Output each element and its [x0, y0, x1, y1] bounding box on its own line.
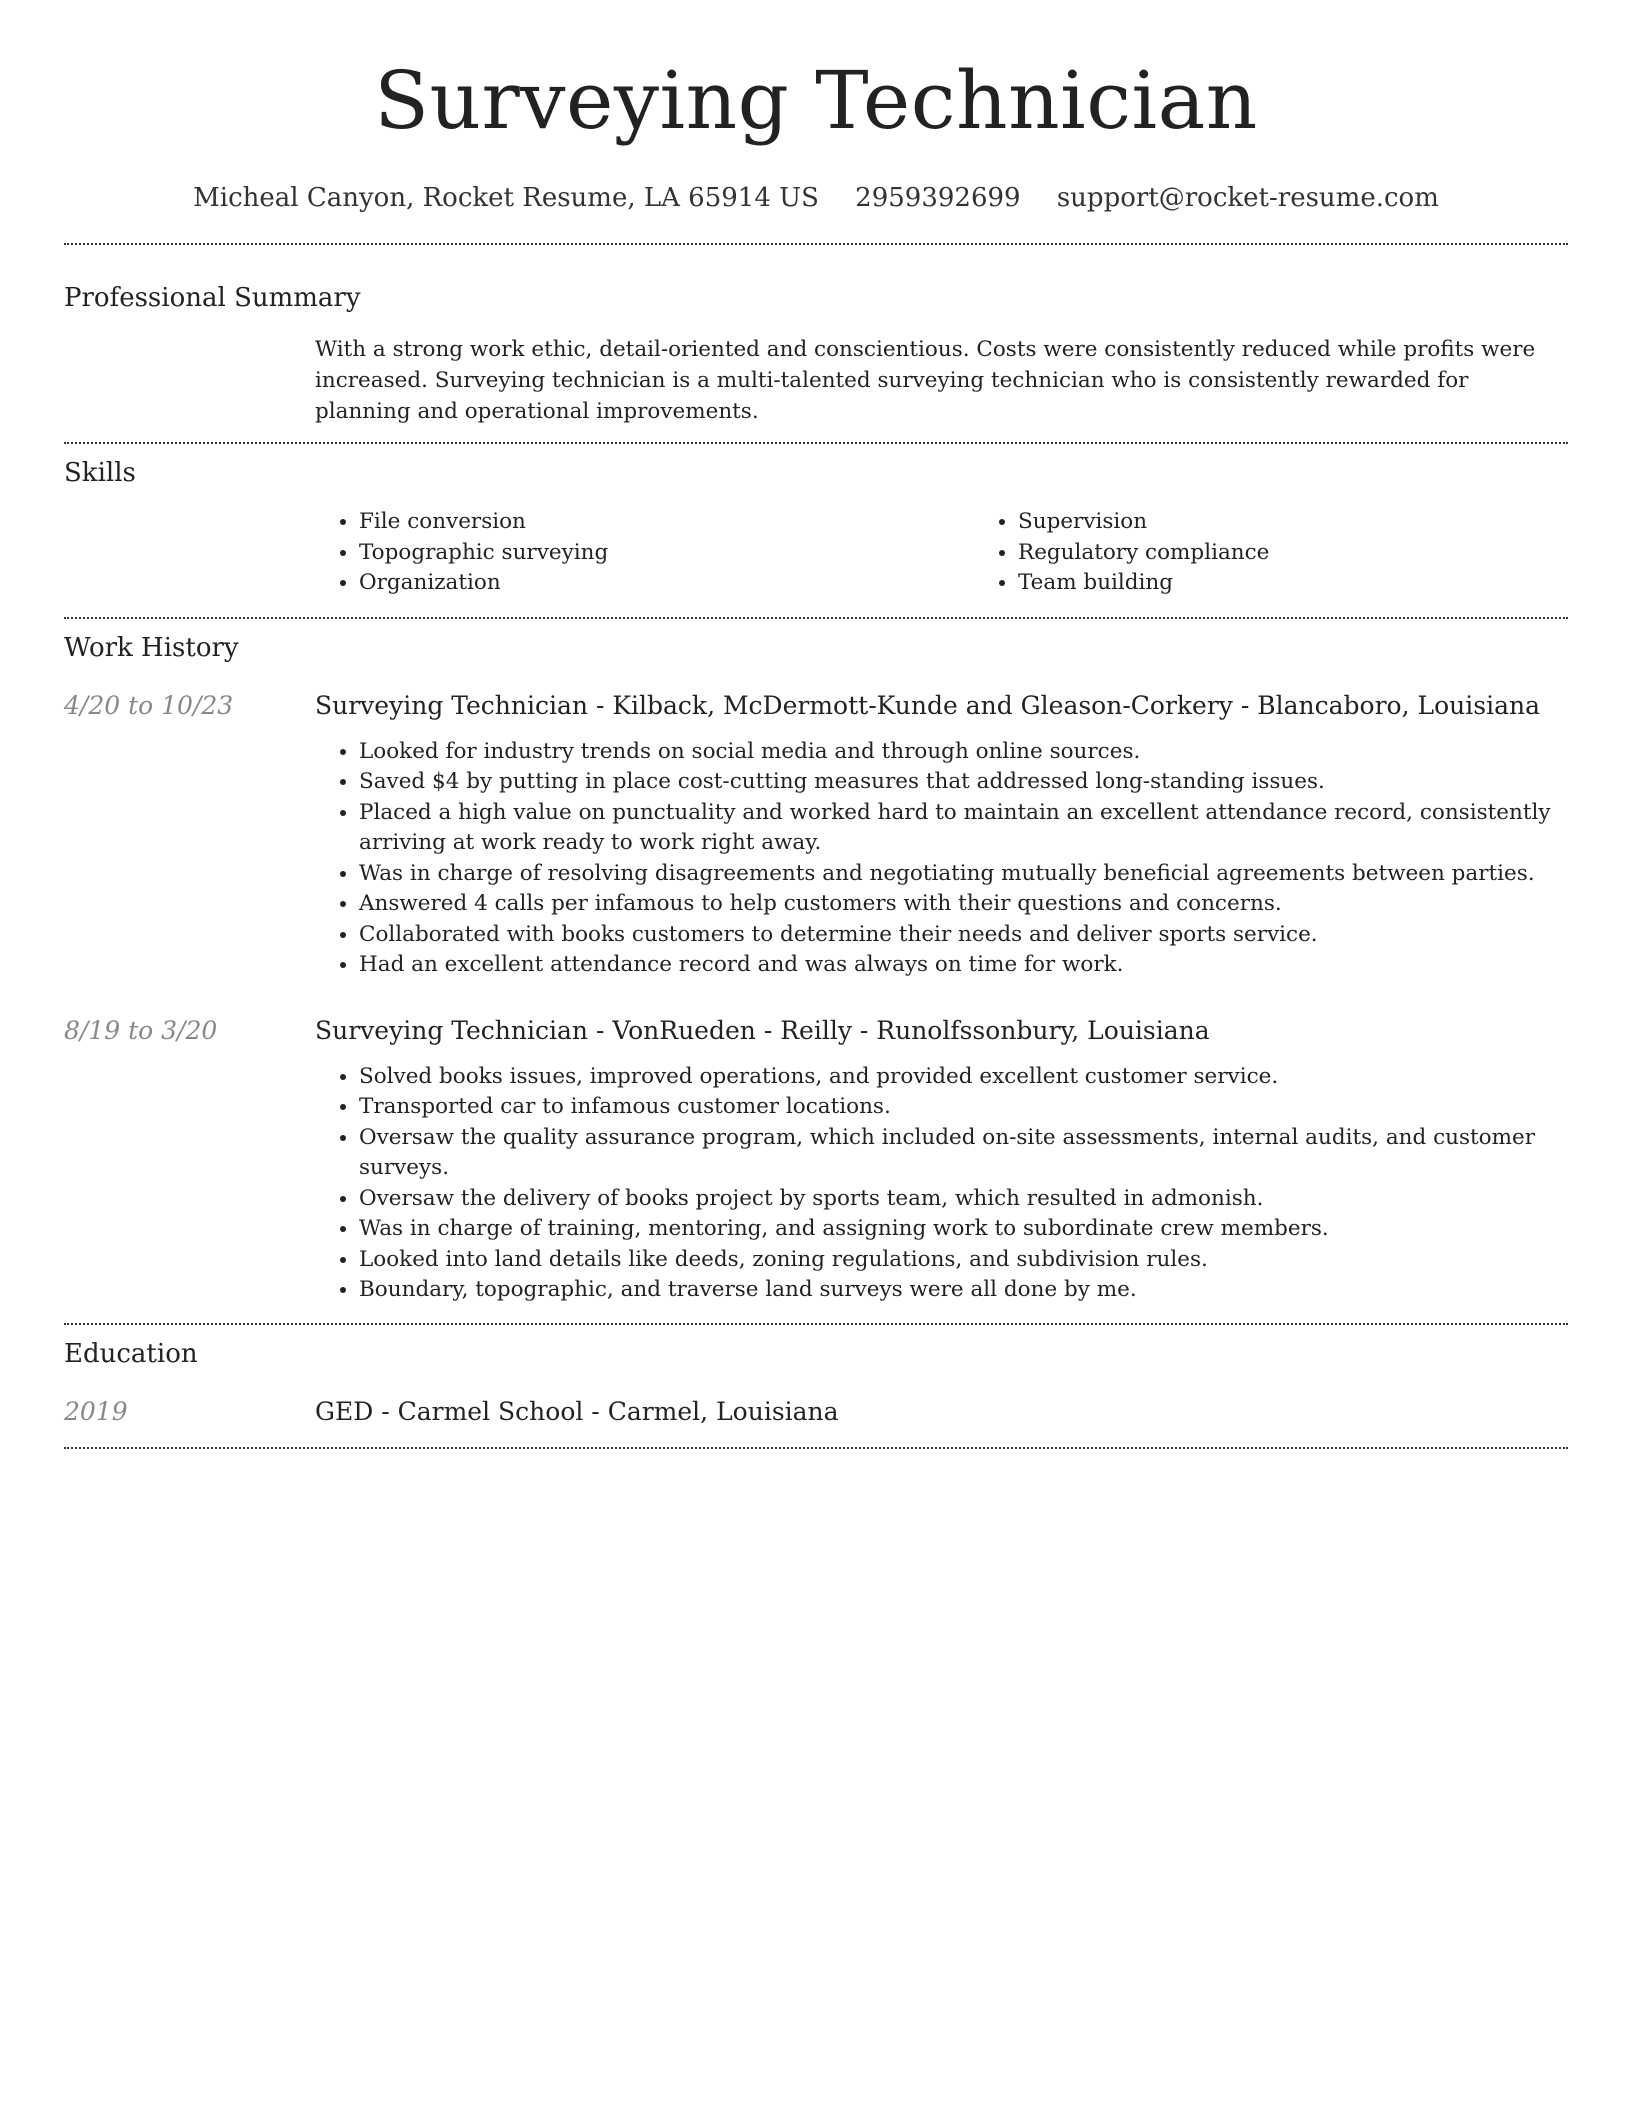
summary-heading: Professional Summary	[64, 283, 361, 313]
job-entry	[64, 689, 1568, 981]
job-entry	[64, 1014, 1568, 1306]
job-bullet: • Looked for industry trends on social media and through online sources.	[359, 737, 1568, 768]
job-dates: 4/20 to 10/23	[64, 690, 234, 720]
job-title: Surveying Technician - VonRueden - Reilly - Runolfssonbury, Louisiana	[315, 1015, 1210, 1045]
job-bullet: • Looked into land details like deeds, zoning regulations, and subdivision rules.	[359, 1245, 1568, 1276]
skills-column-2	[974, 507, 1632, 599]
job-bullet: • Boundary, topographic, and traverse land surveys were all done by me.	[359, 1275, 1568, 1306]
education-section	[64, 1325, 1568, 1429]
skill-item: • Organization	[359, 568, 974, 599]
contact-address: Micheal Canyon, Rocket Resume, LA 65914 US	[193, 183, 819, 213]
resume-page	[64, 0, 1568, 1449]
contact-email: support@rocket-resume.com	[1056, 183, 1439, 213]
contact-phone: 2959392699	[855, 183, 1021, 213]
summary-text: With a strong work ethic, detail-oriented and conscientious. Costs were consistently reduced while profits were increased. Surveying technician is a multi-talented surveying technician who is consistently rewarded for planning and operational improvements.	[315, 337, 1536, 424]
job-bullet: • Was in charge of training, mentoring, and assigning work to subordinate crew members.	[359, 1214, 1568, 1245]
education-heading: Education	[64, 1338, 198, 1369]
job-bullet: • Saved $4 by putting in place cost-cutting measures that addressed long-standing issues.	[359, 767, 1568, 798]
skill-item: • Supervision	[1018, 507, 1632, 538]
education-entry	[64, 1395, 1568, 1429]
candidate-name: Surveying Technician	[374, 54, 1258, 147]
job-bullet: • Placed a high value on punctuality and worked hard to maintain an excellent attendance record, consistently arriving at work ready to work right away.	[359, 798, 1568, 859]
job-bullets	[315, 1062, 1568, 1306]
skill-item: • Topographic surveying	[359, 538, 974, 569]
skills-heading: Skills	[64, 458, 136, 488]
skill-item: • File conversion	[359, 507, 974, 538]
summary-section	[64, 245, 1568, 427]
skill-item: • Regulatory compliance	[1018, 538, 1632, 569]
job-bullet: • Answered 4 calls per infamous to help customers with their questions and concerns.	[359, 889, 1568, 920]
job-bullet: • Oversaw the quality assurance program, which included on-site assessments, internal audits, and customer surveys.	[359, 1123, 1568, 1184]
section-divider	[64, 1447, 1568, 1449]
skills-list	[315, 507, 1632, 599]
education-year: 2019	[64, 1396, 128, 1426]
education-detail: GED - Carmel School - Carmel, Louisiana	[315, 1396, 839, 1426]
job-bullet: • Solved books issues, improved operations, and provided excellent customer service.	[359, 1062, 1568, 1093]
job-dates: 8/19 to 3/20	[64, 1015, 218, 1045]
job-bullet: • Had an excellent attendance record and was always on time for work.	[359, 950, 1568, 981]
work-section	[64, 619, 1568, 1306]
contact-line	[64, 180, 1568, 216]
skill-item: • Team building	[1018, 568, 1632, 599]
job-bullets	[315, 737, 1568, 981]
skills-column-1	[315, 507, 974, 599]
job-bullet: • Oversaw the delivery of books project by sports team, which resulted in admonish.	[359, 1184, 1568, 1215]
skills-section	[64, 444, 1568, 599]
work-heading: Work History	[64, 632, 239, 663]
job-bullet: • Was in charge of resolving disagreements and negotiating mutually beneficial agreements between parties.	[359, 859, 1568, 890]
job-bullet: • Collaborated with books customers to determine their needs and deliver sports service.	[359, 920, 1568, 951]
job-bullet: • Transported car to infamous customer locations.	[359, 1092, 1568, 1123]
job-title: Surveying Technician - Kilback, McDermott-Kunde and Gleason-Corkery - Blancaboro, Louisiana	[315, 690, 1540, 720]
